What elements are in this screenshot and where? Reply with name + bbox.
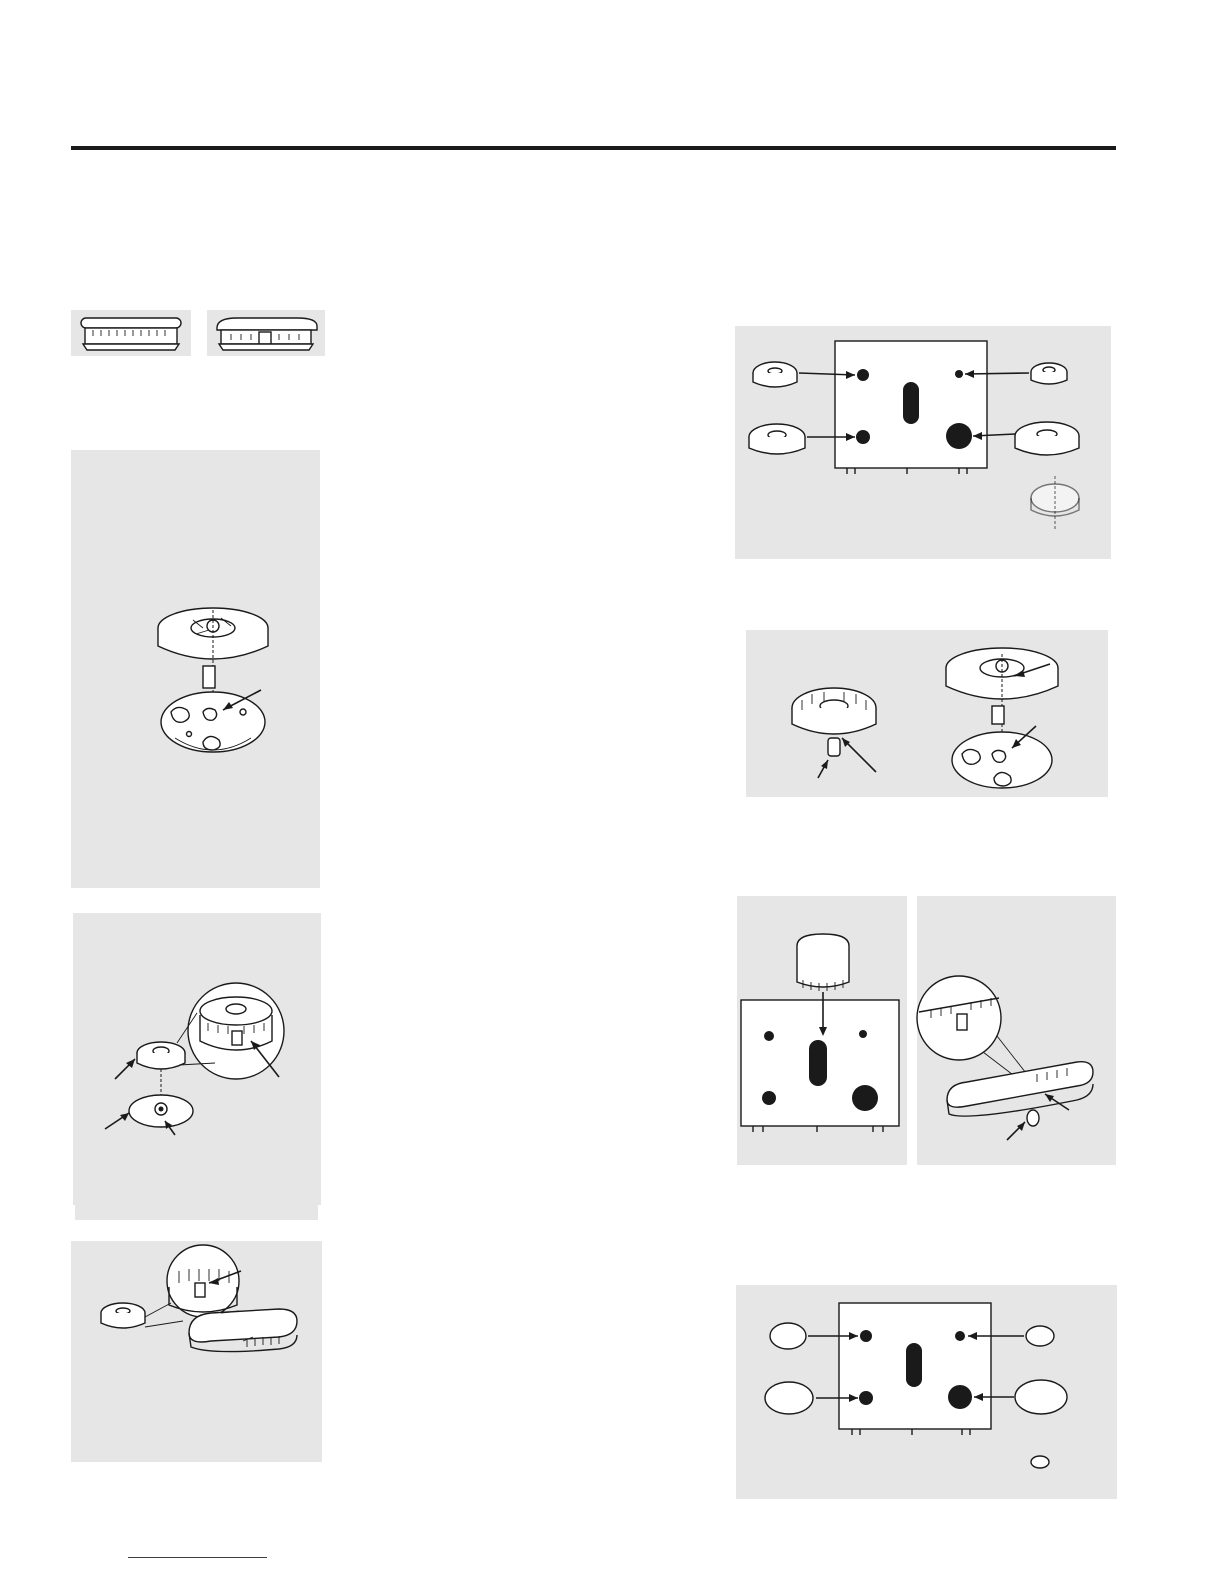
burner-cap-assembly-panel: [71, 450, 320, 888]
cooktop-layout-icon: [735, 326, 1111, 559]
burner-assembly-icon: [746, 630, 1108, 797]
burner-head-profile-icon: [71, 310, 191, 356]
oval-burner-icon: [71, 1241, 322, 1462]
footer-link-underline[interactable]: [128, 1557, 267, 1558]
oval-burner-install-icon: [737, 896, 907, 1165]
burner-head-profile-icon: [207, 310, 325, 356]
burner-cap-assembly-icon: [71, 450, 320, 888]
oval-burner-install-panel-left: [737, 896, 907, 1165]
burner-head-side-view-1: [71, 310, 191, 356]
oval-burner-placement-panel: [71, 1241, 322, 1462]
burner-electrode-panel: [73, 913, 321, 1205]
header-rule: [71, 146, 1116, 150]
burner-cap-layout-icon: [736, 1285, 1117, 1499]
burner-cap-locations-panel: [736, 1285, 1117, 1499]
burner-head-side-view-2: [207, 310, 325, 356]
burner-assembly-pair-panel: [746, 630, 1108, 797]
cooktop-burner-locations-panel: [735, 326, 1111, 559]
oval-burner-icon: [917, 896, 1116, 1165]
burner-electrode-closeup-icon: [73, 913, 321, 1205]
panel-footer-strip: [75, 1203, 318, 1220]
oval-burner-install-panel-right: [917, 896, 1116, 1165]
